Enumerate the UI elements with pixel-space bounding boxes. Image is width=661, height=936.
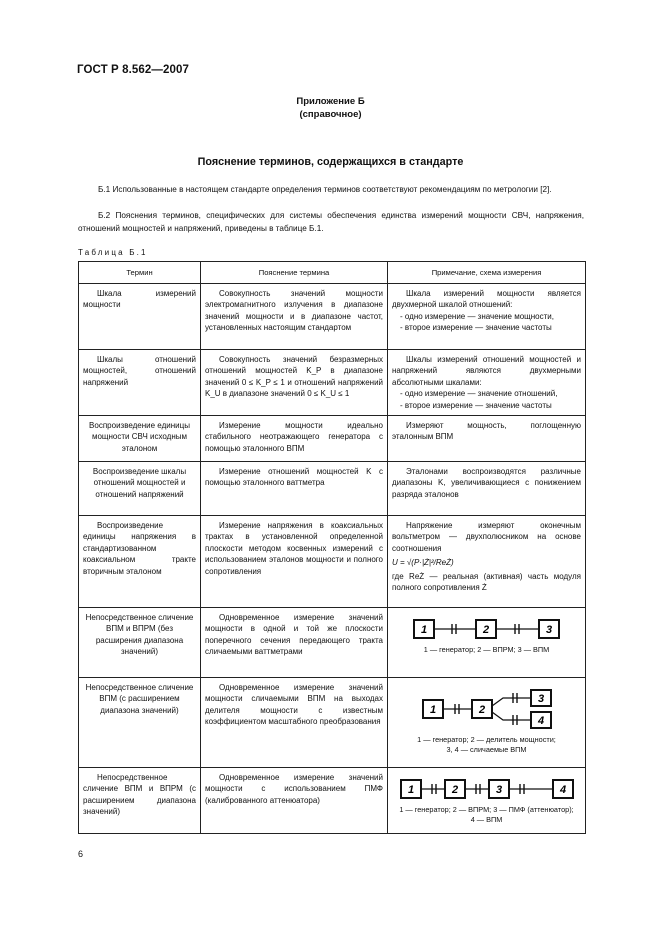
header-term: Термин (79, 262, 201, 284)
term-cell (79, 284, 201, 350)
note-cell (388, 284, 586, 350)
measurement-diagram (412, 618, 562, 640)
paragraph-b1-text: Б.1 Использованные в настоящем стандарте определения терминов соответствуют рекомендациям по метрологии [2]. (98, 185, 552, 194)
explanation-cell (201, 678, 388, 768)
term-cell (79, 768, 201, 834)
diagram-caption-line: 1 — генератор; 2 — делитель мощности; (417, 735, 556, 744)
appendix-subtitle: (справочное) (299, 109, 362, 120)
term-text: Шкалы отношений мощностей, отношений напряжений (83, 355, 196, 387)
diagram-caption (392, 805, 581, 825)
paragraph-b2 (78, 210, 584, 235)
diagram-label: 4 (537, 715, 544, 727)
note-text: Напряжение измеряют оконечным вольтметром — двухполюсником на основе соотношения (392, 521, 581, 553)
attenuator-diagram (399, 778, 575, 800)
formula-text: U = √(P·|Ż|²/ReŻ) (392, 558, 454, 568)
diagram-label: 2 (478, 704, 485, 716)
explanation-cell (201, 608, 388, 678)
term-text: Шкала измерений мощности (83, 289, 196, 310)
diagram-label: 3 (495, 784, 502, 796)
explanation-text: Одновременное измерение значений мощности сличаемыми ВПМ на выходах делителя мощности с известным коэффициентом масштабного преобразования (205, 683, 383, 727)
terms-table (78, 261, 586, 834)
header-note: Примечание, схема измерения (388, 262, 586, 284)
diagram-label: 2 (482, 624, 489, 636)
appendix-title: Приложение Б (296, 96, 365, 107)
diagram-label: 3 (545, 624, 552, 636)
table-row (79, 516, 586, 608)
note-cell (388, 516, 586, 608)
diagram-label: 1 (407, 784, 414, 796)
note-cell (388, 608, 586, 678)
diagram-caption: 1 — генератор; 2 — ВПРМ; 3 — ВПМ (423, 645, 550, 654)
explanation-text: Совокупность значений безразмерных отношений мощностей K_P в диапазоне значений 0 ≤ K_P ≤ 1 и отношений напряжений K_U в диапазоне значений 0 ≤ K_U ≤ 1 (205, 355, 383, 399)
note-cell (388, 350, 586, 416)
note-list-item: - одно измерение — значение мощности, (400, 311, 554, 321)
explanation-text: Одновременное измерение значений мощности в одной и той же плоскости поперечного сечения передающего тракта сличаемыми ваттметрами (205, 613, 383, 657)
explanation-text: Совокупность значений мощности электромагнитного излучения в диапазоне значений мощности и в диапазоне частот, установленных настоящим стандартом (205, 289, 383, 333)
header-explanation: Пояснение термина (201, 262, 388, 284)
paragraph-b2-text: Б.2 Пояснения терминов, специфических для системы обеспечения единства измерений мощности СВЧ, напряжения, отношений мощностей и напряжений, приведены в таблице Б.1. (78, 211, 584, 233)
diagram-label: 4 (559, 784, 566, 796)
explanation-text: Одновременное измерение значений мощности с использованием ПМФ (калиброванного аттенюатора) (205, 773, 383, 805)
page-number: 6 (78, 849, 84, 859)
diagram-caption-line: 1 — генератор; 2 — ВПРМ; 3 — ПМФ (аттенюатор); (399, 805, 574, 814)
note-list-item: - второе измерение — значение частоты (400, 400, 552, 410)
diagram-caption-line: 3, 4 — сличаемые ВПМ (446, 745, 527, 754)
table-row (79, 416, 586, 462)
term-cell: Воспроизведение единицы мощности СВЧ исходным эталоном (79, 416, 201, 462)
note-text: Шкала измерений мощности является двухмерной шкалой отношений: (392, 289, 581, 310)
diagram-caption (392, 735, 581, 755)
diagram-caption-line: 4 — ВПМ (470, 815, 503, 824)
term-text: Воспроизведение единицы напряжения в стандартизованном коаксиальном тракте вторичным эталоном (83, 521, 196, 576)
term-cell (79, 350, 201, 416)
note-cell (388, 768, 586, 834)
note-text: Шкалы измерений отношений мощностей и напряжений являются двухмерными абсолютными шкалами: (392, 355, 581, 387)
term-cell: Непосредственное сличение ВПМ и ВПРМ (без расширения диапазона значений) (79, 608, 201, 678)
table-header-row (79, 262, 586, 284)
table-row (79, 284, 586, 350)
note-text: Измеряют мощность, поглощенную эталонным ВПМ (392, 421, 581, 442)
note-cell (388, 678, 586, 768)
table-row (79, 608, 586, 678)
diagram-label: 1 (420, 624, 427, 636)
table-caption: Таблица Б.1 (78, 248, 148, 257)
note-text: где ReŻ — реальная (активная) часть модуля полного сопротивления Ż (392, 571, 581, 593)
term-cell (79, 516, 201, 608)
term-cell: Воспроизведение шкалы отношений мощностей и отношений напряжений (79, 462, 201, 516)
diagram-label: 2 (451, 784, 458, 796)
note-list-item: - второе измерение — значение частоты (400, 323, 552, 333)
note-text: Эталонами воспроизводятся различные диапазоны K, увеличивающиеся с понижением разряда эталонов (392, 467, 581, 499)
note-cell (388, 462, 586, 516)
table-row (79, 462, 586, 516)
section-title: Пояснение терминов, содержащихся в стандарте (197, 156, 464, 168)
paragraph-b1 (78, 184, 584, 197)
voltage-formula (392, 557, 581, 568)
note-cell (388, 416, 586, 462)
document-code: ГОСТ Р 8.562—2007 (77, 64, 189, 76)
diagram-label: 3 (537, 693, 544, 705)
table-row (79, 768, 586, 834)
term-cell: Непосредственное сличение ВПМ (с расширением диапазона значений) (79, 678, 201, 768)
table-row (79, 350, 586, 416)
divider-diagram (421, 688, 553, 730)
explanation-cell (201, 462, 388, 516)
table-row (79, 678, 586, 768)
explanation-cell (201, 516, 388, 608)
explanation-text: Измерение отношений мощностей K с помощью эталонного ваттметра (205, 467, 383, 488)
explanation-cell (201, 350, 388, 416)
explanation-text: Измерение мощности идеально стабильного неотражающего генератора с помощью эталонного ВПМ (205, 421, 383, 453)
diagram-label: 1 (429, 704, 436, 716)
term-text: Непосредственное сличение ВПМ и ВПРМ (с расширением диапазона значений) (83, 773, 196, 817)
explanation-cell (201, 768, 388, 834)
explanation-text: Измерение напряжения в коаксиальных трактах в установленной определенной плоскости методом косвенных измерений с использованием эталонов мощности и полного сопротивления (205, 521, 383, 576)
note-list-item: - одно измерение — значение отношений, (400, 389, 558, 399)
explanation-cell (201, 416, 388, 462)
explanation-cell (201, 284, 388, 350)
